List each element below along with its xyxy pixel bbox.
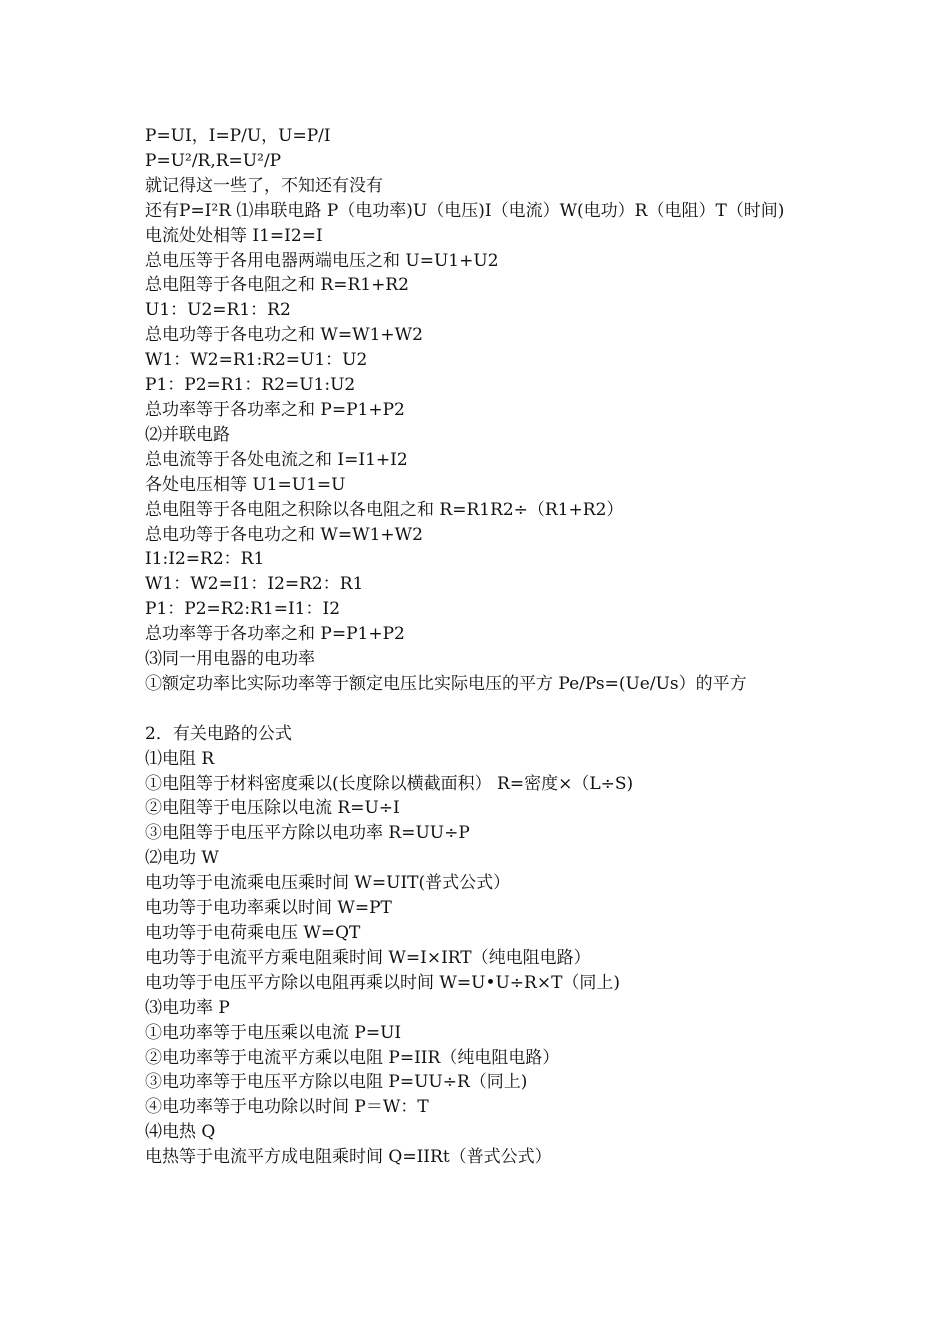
text-line: ②电阻等于电压除以电流 R=U÷I xyxy=(145,798,400,819)
text-line: 电热等于电流平方成电阻乘时间 Q=IIRt（普式公式） xyxy=(145,1147,552,1168)
text-line: P1：P2=R2:R1=I1：I2 xyxy=(145,599,341,620)
text-line: 总电功等于各电功之和 W=W1+W2 xyxy=(145,325,423,346)
text-line: W1：W2=R1:R2=U1：U2 xyxy=(145,350,368,371)
text-line: ①电功率等于电压乘以电流 P=UI xyxy=(145,1022,402,1043)
text-line: 就记得这一些了，不知还有没有 xyxy=(145,175,383,196)
document-body xyxy=(145,124,805,1170)
text-line: 总电阻等于各电阻之积除以各电阻之和 R=R1R2÷（R1+R2） xyxy=(145,499,624,520)
text-line: P=U²/R,R=U²/P xyxy=(145,150,282,171)
text-line: 电功等于电流平方乘电阻乘时间 W=I×IRT（纯电阻电路） xyxy=(145,947,591,968)
section-heading: ⑶电功率 P xyxy=(145,997,230,1018)
text-line: 总功率等于各功率之和 P=P1+P2 xyxy=(145,624,405,645)
text-line: 总电流等于各处电流之和 I=I1+I2 xyxy=(145,449,408,470)
text-line: ①额定功率比实际功率等于额定电压比实际电压的平方 Pe/Ps=(Ue/Us）的平方 xyxy=(145,673,747,694)
section-heading: ⑴电阻 R xyxy=(145,748,215,769)
text-line: 电功等于电荷乘电压 W=QT xyxy=(145,922,361,943)
text-line: W1：W2=I1：I2=R2：R1 xyxy=(145,574,364,595)
text-line: P=UI，I=P/U，U=P/I xyxy=(145,126,331,146)
text-line: 总电功等于各电功之和 W=W1+W2 xyxy=(145,524,423,545)
text-line: 电功等于电流乘电压乘时间 W=UIT(普式公式） xyxy=(145,873,511,894)
section-heading: ⑵并联电路 xyxy=(145,424,230,445)
text-line: ①电阻等于材料密度乘以(长度除以横截面积） R=密度×（L÷S) xyxy=(145,773,634,794)
section-heading: ⑷电热 Q xyxy=(145,1122,216,1143)
text-line: P1：P2=R1：R2=U1:U2 xyxy=(145,375,356,396)
blank-line xyxy=(145,697,805,722)
text-line: I1:I2=R2：R1 xyxy=(145,549,265,570)
text-line: 总功率等于各功率之和 P=P1+P2 xyxy=(145,399,405,420)
text-line: 电流处处相等 I1=I2=I xyxy=(145,225,323,246)
text-line: ②电功率等于电流平方乘以电阻 P=IIR（纯电阻电路） xyxy=(145,1047,560,1068)
text-line: 总电阻等于各电阻之和 R=R1+R2 xyxy=(145,275,409,296)
text-line: 各处电压相等 U1=U1=U xyxy=(145,474,346,495)
text-line: 总电压等于各用电器两端电压之和 U=U1+U2 xyxy=(145,250,499,271)
text-line: 电功等于电功率乘以时间 W=PT xyxy=(145,898,392,919)
text-line: U1：U2=R1：R2 xyxy=(145,300,291,321)
text-line: ③电功率等于电压平方除以电阻 P=UU÷R（同上) xyxy=(145,1072,528,1093)
section-heading: ⑶同一用电器的电功率 xyxy=(145,649,315,670)
text-line: ④电功率等于电功除以时间 P＝W：T xyxy=(145,1097,429,1118)
section-heading: ⑵电功 W xyxy=(145,848,219,869)
text-line: 还有P=I²R ⑴串联电路 P（电功率)U（电压)I（电流）W(电功）R（电阻）T（时间) xyxy=(145,200,785,221)
text-line: 电功等于电压平方除以电阻再乘以时间 W=U•U÷R×T（同上) xyxy=(145,972,621,993)
text-line: ③电阻等于电压平方除以电功率 R=UU÷P xyxy=(145,823,470,844)
section-heading: 2．有关电路的公式 xyxy=(145,723,292,744)
